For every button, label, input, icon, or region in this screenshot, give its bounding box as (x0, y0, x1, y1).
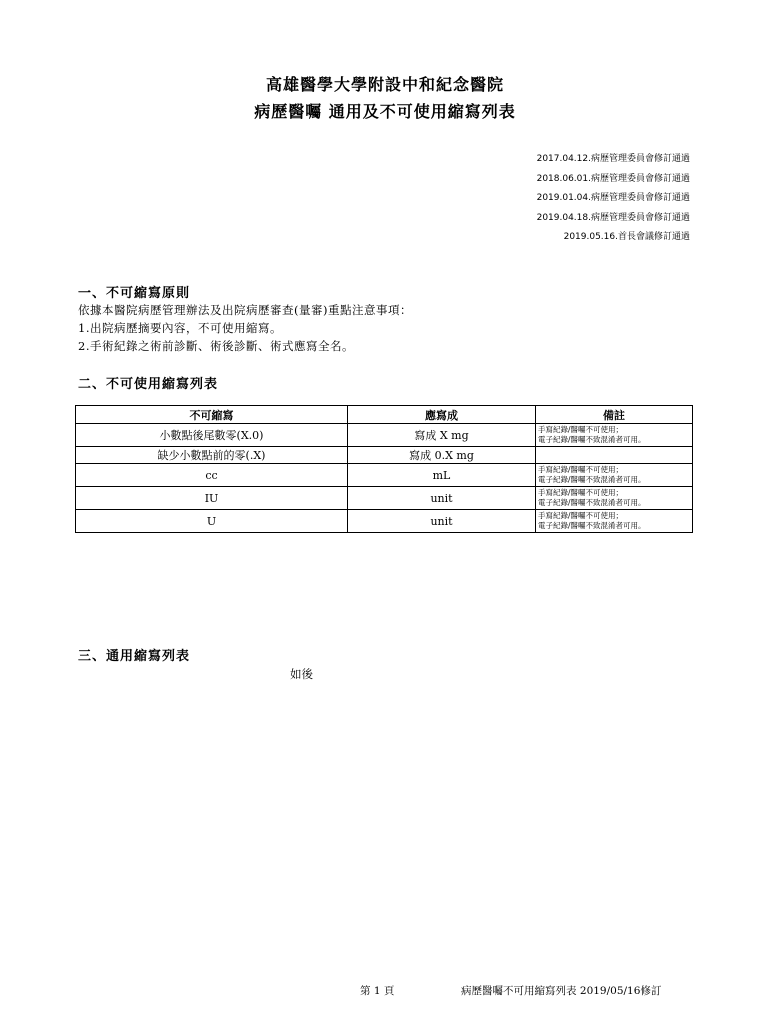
page-number: 第 1 頁 (360, 985, 395, 997)
write-cell: unit (348, 510, 536, 533)
abbr-cell: cc (76, 464, 348, 487)
write-cell: unit (348, 487, 536, 510)
table-header-row (76, 406, 693, 424)
page-footer (360, 983, 661, 998)
column-header: 不可縮寫 (76, 406, 348, 424)
document-title: 高雄醫學大學附設中和紀念醫院 (265, 75, 504, 94)
note-line: 手寫紀錄/醫囑不可使用； (538, 465, 624, 474)
abbr-cell: 小數點後尾數零(X.0) (76, 424, 348, 447)
revision-entry: 2019.04.18.病歷管理委員會修訂通過 (536, 212, 690, 223)
note-line: 手寫紀錄/醫囑不可使用； (538, 511, 624, 520)
table-row (76, 510, 693, 533)
document-subtitle: 病歷醫囑 通用及不可使用縮寫列表 (254, 102, 516, 121)
section3-note: 如後 (290, 667, 313, 681)
revision-entry: 2019.01.04.病歷管理委員會修訂通過 (536, 193, 690, 203)
section1-heading: 一、不可縮寫原則 (78, 286, 191, 301)
abbr-cell: U (76, 510, 348, 533)
note-cell (536, 447, 693, 464)
note-line: 手寫紀錄/醫囑不可使用； (538, 488, 624, 497)
abbreviation-table (75, 405, 693, 533)
column-header: 備註 (536, 406, 693, 424)
table-row (76, 447, 693, 464)
section3-heading: 三、通用縮寫列表 (78, 649, 191, 664)
column-header: 應寫成 (348, 406, 536, 424)
note-cell (536, 487, 693, 510)
write-cell: 寫成 0.X mg (348, 447, 536, 464)
note-cell (536, 510, 693, 533)
revision-history (537, 150, 690, 248)
table-row (76, 424, 693, 447)
section1-line: 依據本醫院病歷管理辦法及出院病歷審查(量審)重點注意事項： (78, 303, 412, 317)
note-line: 手寫紀錄/醫囑不可使用； (538, 425, 624, 434)
note-line: 電子紀錄/醫囑不致混淆者可用。 (538, 435, 646, 444)
revision-entry: 2017.04.12.病歷管理委員會修訂通過 (536, 154, 690, 164)
note-line: 電子紀錄/醫囑不致混淆者可用。 (538, 498, 646, 507)
write-cell: mL (348, 464, 536, 487)
write-cell: 寫成 X mg (348, 424, 536, 447)
footer-doc-label: 病歷醫囑不可用縮寫列表 2019/05/16修訂 (461, 985, 662, 997)
abbr-cell: IU (76, 487, 348, 510)
note-line: 電子紀錄/醫囑不致混淆者可用。 (538, 475, 646, 484)
table-row (76, 464, 693, 487)
revision-entry: 2018.06.01.病歷管理委員會修訂通過 (536, 173, 690, 184)
section1-line: 1.出院病歷摘要內容，不可使用縮寫。 (78, 321, 282, 335)
section2-heading: 二、不可使用縮寫列表 (78, 377, 219, 392)
revision-entry: 2019.05.16.首長會議修訂通過 (563, 232, 690, 242)
note-cell (536, 464, 693, 487)
section1-line: 2.手術紀錄之術前診斷、術後診斷、術式應寫全名。 (78, 339, 354, 353)
note-cell (536, 424, 693, 447)
table-row (76, 487, 693, 510)
note-line: 電子紀錄/醫囑不致混淆者可用。 (538, 521, 646, 530)
abbr-cell: 缺少小數點前的零(.X) (76, 447, 348, 464)
